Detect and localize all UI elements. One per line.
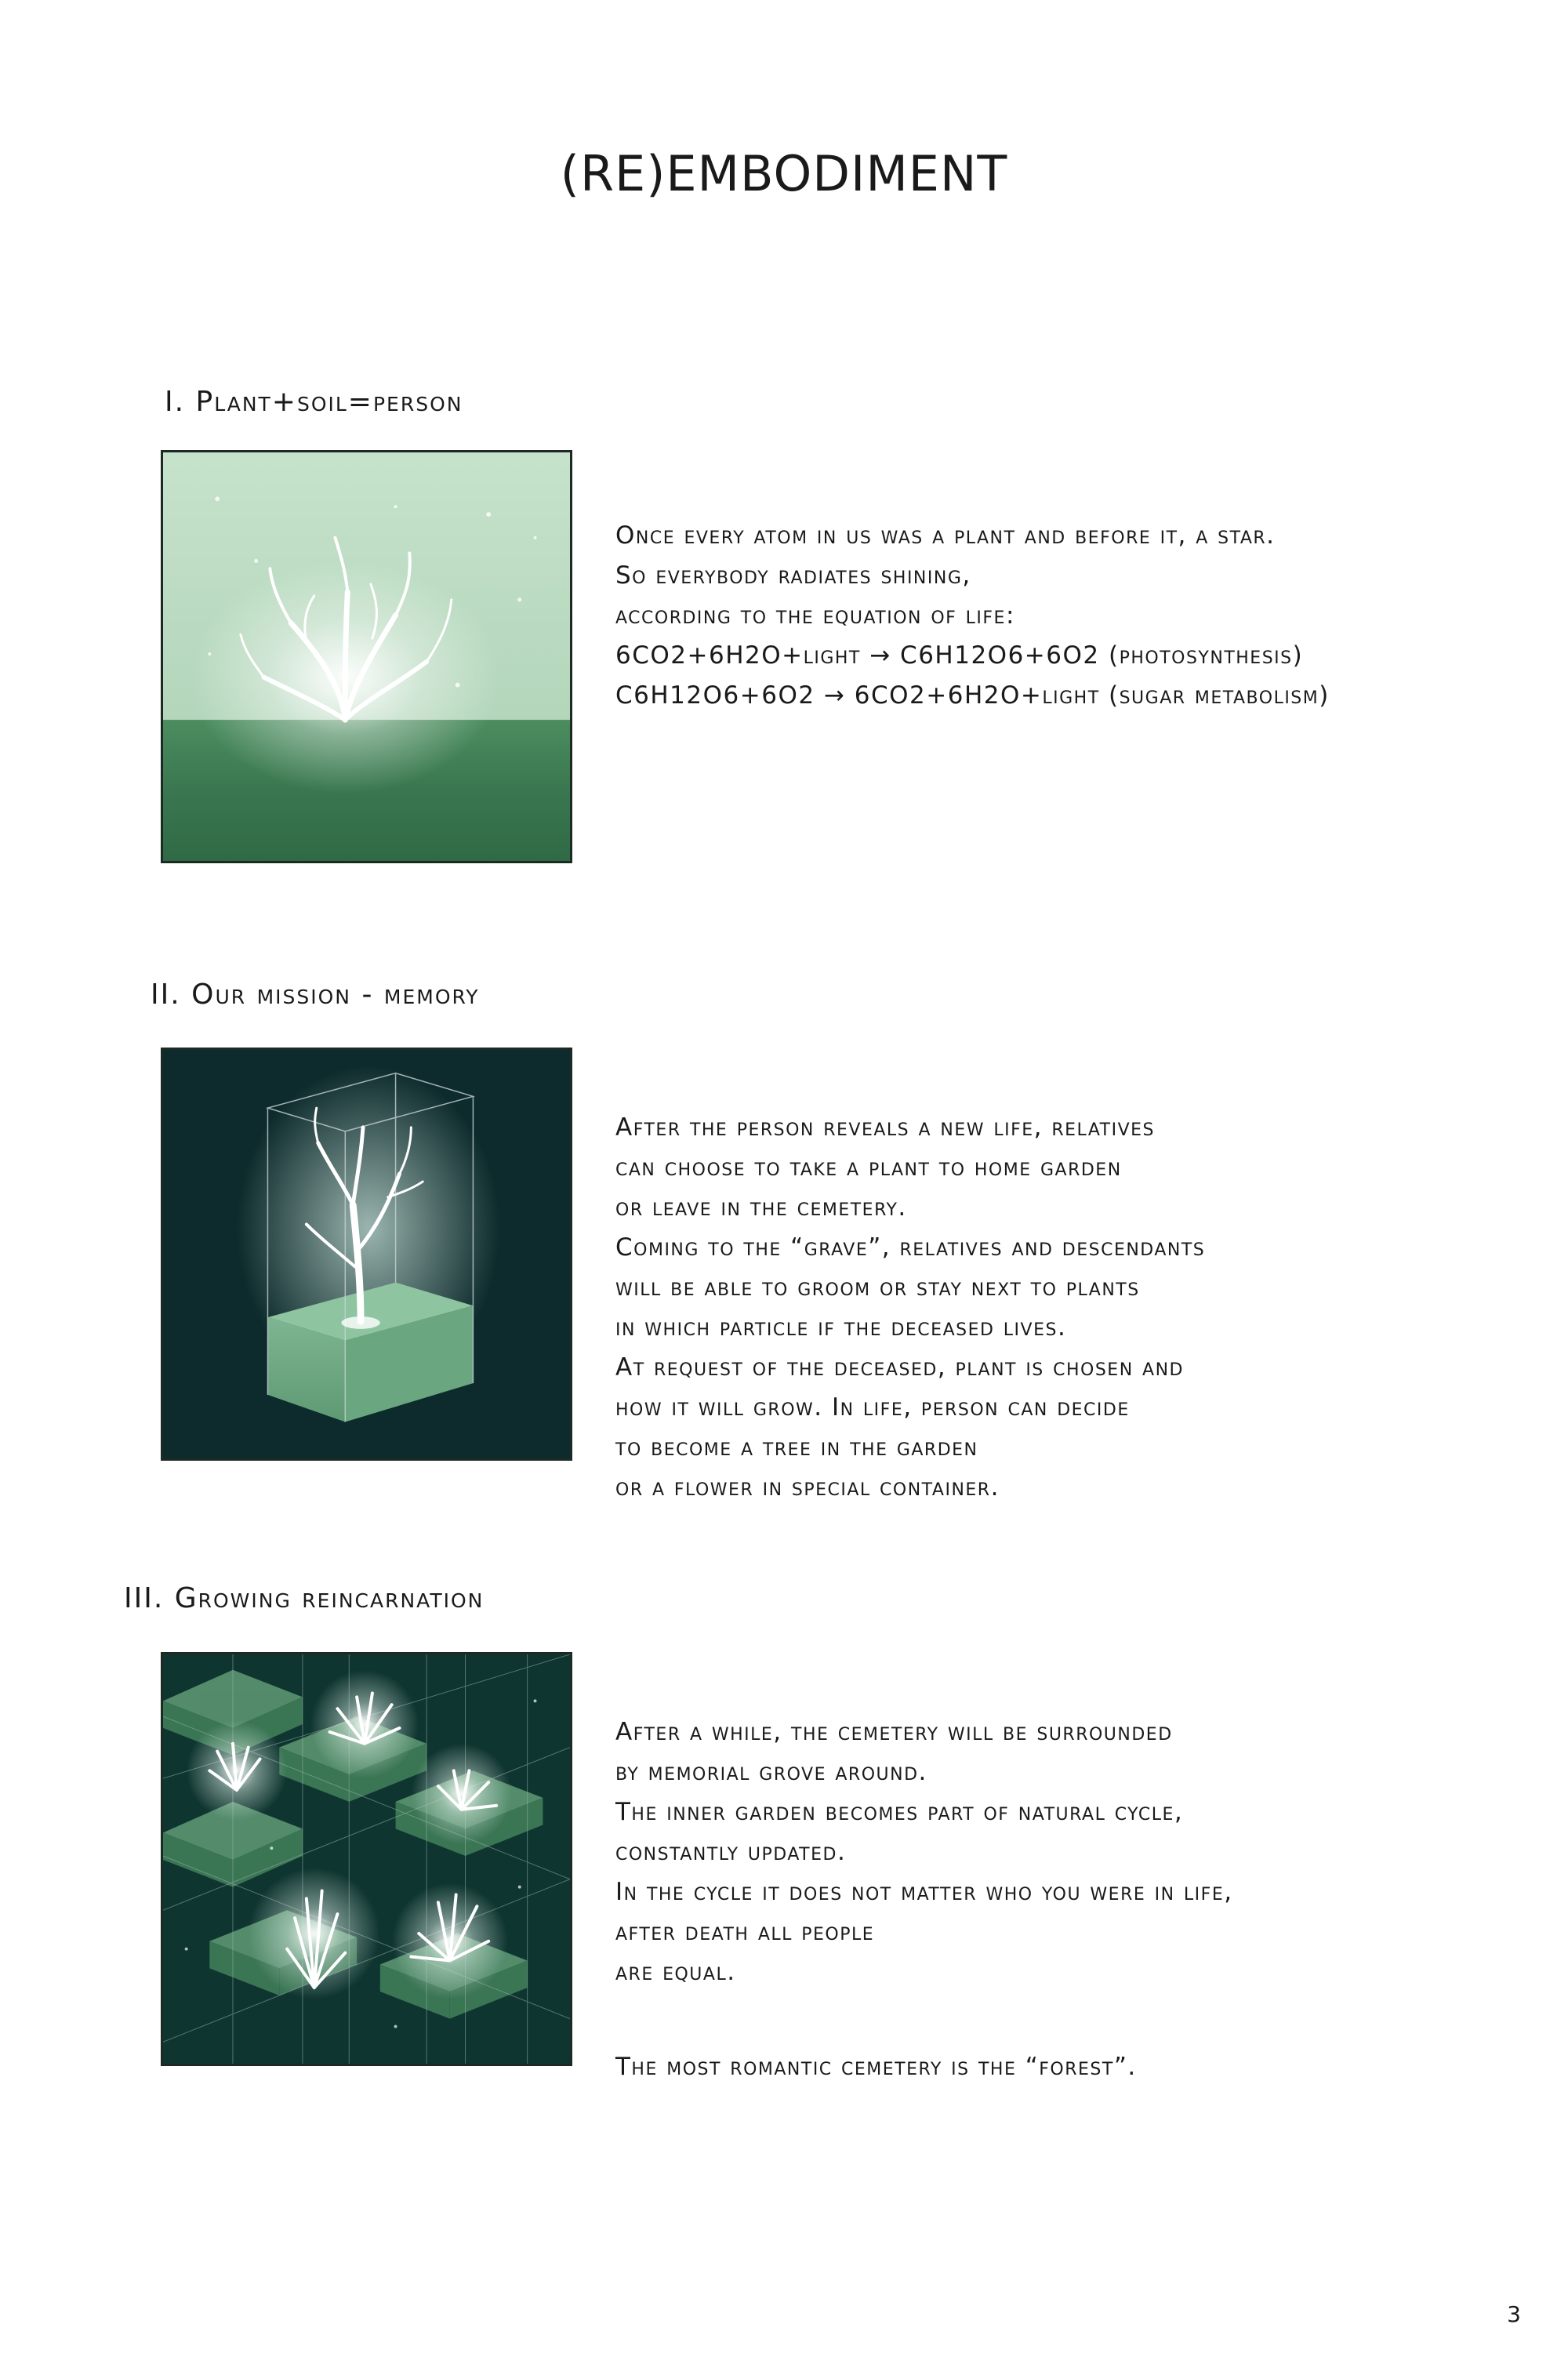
- text-line: can choose to take a plant to home garden: [615, 1153, 1122, 1182]
- glowing-bush-illustration: [161, 450, 572, 863]
- text-line: in which particle if the deceased lives.: [615, 1313, 1067, 1342]
- closing-statement: The most romantic cemetery is the “forest”.: [615, 2053, 1137, 2081]
- text-line: At request of the deceased, plant is chosen and: [615, 1353, 1184, 1382]
- text-line: After a while, the cemetery will be surrounded: [615, 1718, 1173, 1746]
- text-line: how it will grow. In life, person can decide: [615, 1393, 1130, 1422]
- text-line: are equal.: [615, 1958, 736, 1986]
- text-line: Once every atom in us was a plant and before it, a star.: [615, 521, 1276, 550]
- text-line: After the person reveals a new life, relatives: [615, 1113, 1156, 1142]
- section-3-text: [615, 1712, 1525, 2087]
- section-2-heading: II. Our mission - memory: [151, 979, 480, 1011]
- text-line: or leave in the cemetery.: [615, 1193, 907, 1222]
- section-1-heading: I. Plant+soil=person: [165, 386, 463, 418]
- text-line: after death all people: [615, 1918, 875, 1946]
- section-1-text: [615, 516, 1525, 716]
- text-line: or a flower in special container.: [615, 1473, 1000, 1501]
- section-3-heading: III. Growing reincarnation: [124, 1582, 485, 1614]
- page-number: 3: [1507, 2301, 1521, 2327]
- text-line: Coming to the “grave”, relatives and descendants: [615, 1233, 1206, 1262]
- text-line: will be able to groom or stay next to plants: [615, 1273, 1140, 1302]
- section-2-text: [615, 1108, 1525, 1508]
- text-line: In the cycle it does not matter who you were in life,: [615, 1878, 1233, 1906]
- text-line: So everybody radiates shining,: [615, 561, 971, 590]
- text-line: to become a tree in the garden: [615, 1433, 978, 1462]
- text-line: by memorial grove around.: [615, 1758, 927, 1786]
- page-title: (RE)EMBODIMENT: [560, 145, 1008, 202]
- text-line: The inner garden becomes part of natural cycle,: [615, 1798, 1184, 1826]
- tree-in-box-illustration: [161, 1048, 572, 1461]
- text-line: according to the equation of life:: [615, 601, 1015, 630]
- text-line: constantly updated.: [615, 1838, 847, 1866]
- memorial-grove-illustration: [161, 1652, 572, 2066]
- equation-sugar-metabolism: C6H12O6+6O2 → 6CO2+6H2O+light (sugar metabolism): [615, 681, 1330, 710]
- equation-photosynthesis: 6CO2+6H2O+light → C6H12O6+6O2 (photosynthesis): [615, 641, 1304, 670]
